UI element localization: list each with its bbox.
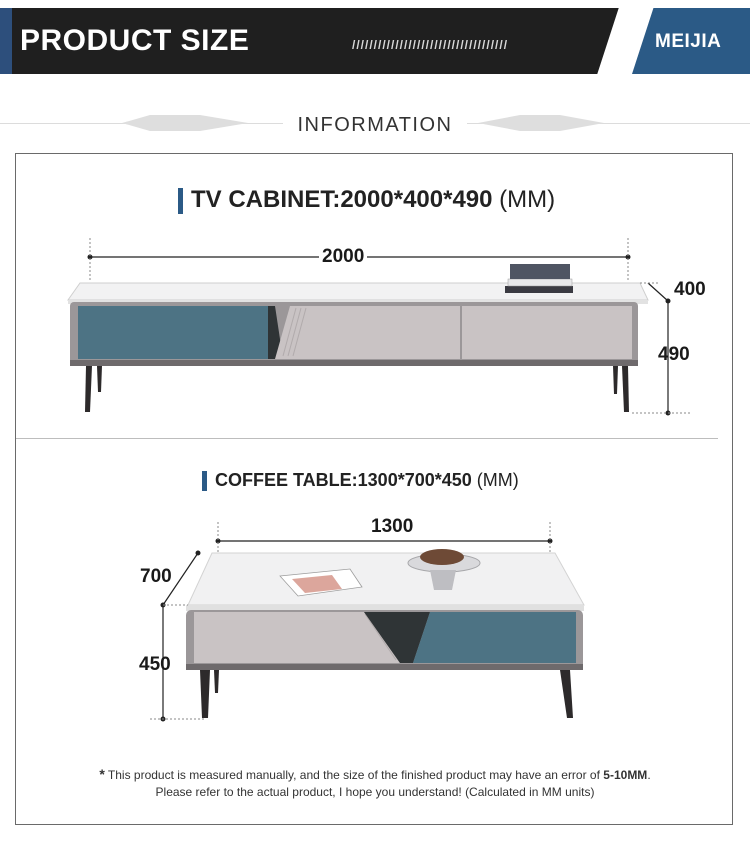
section-header: INFORMATION (0, 114, 750, 137)
ct-depth-label: 700 (140, 566, 172, 587)
ct-width-label: 1300 (368, 516, 416, 538)
banner-stripes: //////////////////////////////////// (352, 38, 509, 52)
page-title: PRODUCT SIZE (20, 24, 250, 57)
tv-height-label: 490 (658, 344, 690, 365)
ct-depth-dot-top (196, 551, 201, 556)
ct-bowl-nuts (420, 549, 464, 565)
ct-bowl-stem (430, 570, 456, 590)
ct-leg-1 (200, 670, 210, 718)
disclaimer-line-1: * This product is measured manually, and the size of the finished product may have an error of 5-10MM. (99, 766, 651, 782)
ct-teal-drawer (413, 612, 576, 663)
ct-base-rail (186, 664, 583, 670)
tv-cabinet-title: TV CABINET:2000*400*490 (MM) (178, 186, 555, 214)
ct-top-slab (188, 553, 584, 605)
tv-depth-label: 400 (674, 279, 706, 300)
brand-name: MEIJIA (655, 31, 722, 52)
coffee-table-title: COFFEE TABLE:1300*700*450 (MM) (202, 470, 519, 491)
ct-leg-3 (560, 670, 573, 718)
tv-width-label: 2000 (319, 246, 367, 268)
ct-height-label: 450 (139, 654, 171, 675)
ct-leg-2 (214, 670, 219, 693)
disclaimer-line-2: Please refer to the actual product, I hope you understand! (Calculated in MM units) (155, 785, 595, 799)
